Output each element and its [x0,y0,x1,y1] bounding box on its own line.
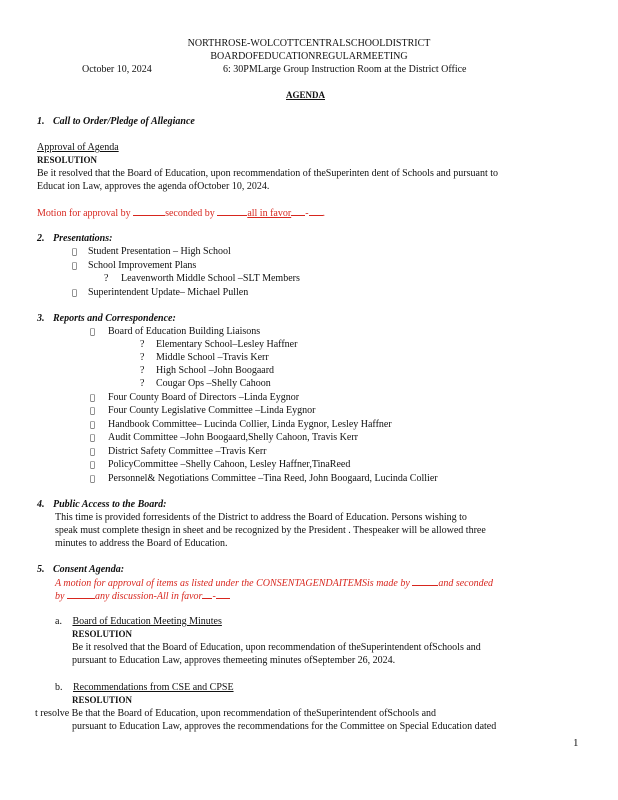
section-title: Public Access to the Board: [53,499,167,510]
blank-field [216,589,230,599]
blank-field [291,206,305,216]
item-letter: a. [55,616,62,627]
list-item: PolicyCommittee –Shelly Cahoon, Lesley Haffner,TinaReed [90,458,350,471]
motion-text: . [322,208,326,219]
section-number: 1. [37,116,45,127]
consent-motion-line [55,576,493,590]
bullet-icon [72,259,88,272]
bullet-icon [72,286,88,299]
sub-list-item: ? Cougar Ops –Shelly Cahoon [140,378,271,389]
motion-text: any discussion-All in favor [94,591,203,602]
bullet-icon [90,404,108,417]
section-number: 2. [37,233,45,244]
section-title: Presentations: [53,233,113,244]
section-title: Consent Agenda: [53,564,125,575]
consent-motion-line [55,589,230,603]
body-text-line: speak must complete thesign in sheet and be recognized by the President . Thespeaker will be allowed three [55,525,486,536]
motion-text: all in favor [247,208,292,219]
motion-text: - [305,208,309,219]
body-text-line: This time is provided forresidents of the District to address the Board of Education. Persons wishing to [55,512,467,523]
approval-heading: Approval of Agenda [37,142,119,153]
sub-bullet-icon: ? [104,273,109,284]
sub-bullet-icon: ? [140,339,145,350]
sub-list-item: ? Leavenworth Middle School –SLT Members [104,273,300,284]
blank-field [202,589,212,599]
meeting-date: October 10, 2024 [82,64,152,75]
sub-bullet-icon: ? [140,352,145,363]
list-item: Student Presentation – High School [72,245,231,258]
item-b [55,681,234,694]
list-item: Four County Board of Directors –Linda Eygnor [90,391,299,404]
list-item: Personnel& Negotiations Committee –Tina Reed, John Boogaard, Lucinda Collier [90,472,438,485]
bullet-icon [90,458,108,471]
meeting-title: BOARDOFEDUCATIONREGULARMEETING [210,51,408,62]
resolution-text-line: t resolve Be that the Board of Education, upon recommendation of theSuperintendent ofSchools and [35,708,437,719]
blank-field [133,206,165,216]
bullet-icon [72,245,88,258]
resolution-text-line: Be it resolved that the Board of Education, upon recommendation of theSuperintendent ofSchools and [72,642,481,653]
list-item: Handbook Committee– Lucinda Collier, Linda Eygnor, Lesley Haffner [90,418,392,431]
list-item: Superintendent Update– Michael Pullen [72,286,248,299]
blank-field [412,576,438,586]
motion-text: seconded by [165,208,218,219]
bullet-icon [90,445,108,458]
section-number: 5. [37,564,45,575]
blank-field [217,206,247,216]
item-heading: Board of Education Meeting Minutes [72,616,222,627]
resolution-text-line: Educat ion Law, approves the agenda ofOctober 10, 2024. [37,181,270,192]
resolution-label: RESOLUTION [37,155,98,165]
motion-text: Motion for approval by [37,208,134,219]
section-4 [37,498,167,511]
sub-list-item: ? High School –John Boogaard [140,365,275,376]
sub-list-item: ? Elementary School–Lesley Haffner [140,339,298,350]
section-1 [37,115,195,128]
district-name: NORTHROSE-WOLCOTTCENTRALSCHOOLDISTRICT [187,38,431,49]
list-item: Four County Legislative Committee –Linda Eygnor [90,404,315,417]
resolution-text-line: pursuant to Education Law, approves themeeting minutes ofSeptember 26, 2024. [72,655,396,666]
section-3 [37,312,176,325]
resolution-label: RESOLUTION [72,629,133,639]
item-heading: Recommendations from CSE and CPSE [73,682,234,693]
motion-text: by [55,591,67,602]
agenda-title: AGENDA [286,90,326,100]
list-item: Board of Education Building Liaisons [90,325,260,338]
body-text-line: minutes to address the Board of Education. [55,538,228,549]
section-5 [37,563,124,576]
sub-bullet-icon: ? [140,365,145,376]
sub-list-item: ? Middle School –Travis Kerr [140,352,269,363]
motion-line [37,206,325,220]
list-item: District Safety Committee –Travis Kerr [90,445,267,458]
bullet-icon [90,325,108,338]
list-item: Audit Committee –John Boogaard,Shelly Cahoon, Travis Kerr [90,431,358,444]
section-title: Reports and Correspondence: [53,313,176,324]
blank-field [309,206,323,216]
bullet-icon [90,472,108,485]
bullet-icon [90,431,108,444]
motion-text: and seconded [438,578,494,589]
page-number: 1 [573,737,579,749]
item-a [55,615,222,628]
resolution-text-line: pursuant to Education Law, approves the recommendations for the Committee on Special Education dated [72,721,497,732]
bullet-icon [90,391,108,404]
resolution-label: RESOLUTION [72,695,133,705]
bullet-icon [90,418,108,431]
list-item: School Improvement Plans [72,259,196,272]
item-letter: b. [55,682,63,693]
motion-text: - [212,591,216,602]
sub-bullet-icon: ? [140,378,145,389]
section-number: 4. [37,499,45,510]
resolution-text-line: Be it resolved that the Board of Education, upon recommendation of theSuperinten dent of Schools and pursuant to [37,168,499,179]
section-title: Call to Order/Pledge of Allegiance [53,116,195,127]
section-2 [37,232,112,245]
blank-field [67,589,95,599]
meeting-time-location: 6: 30PMLarge Group Instruction Room at the District Office [223,64,467,75]
section-number: 3. [37,313,45,324]
motion-text: A motion for approval of items as listed under the CONSENTAGENDAITEMSis made by [55,578,413,589]
